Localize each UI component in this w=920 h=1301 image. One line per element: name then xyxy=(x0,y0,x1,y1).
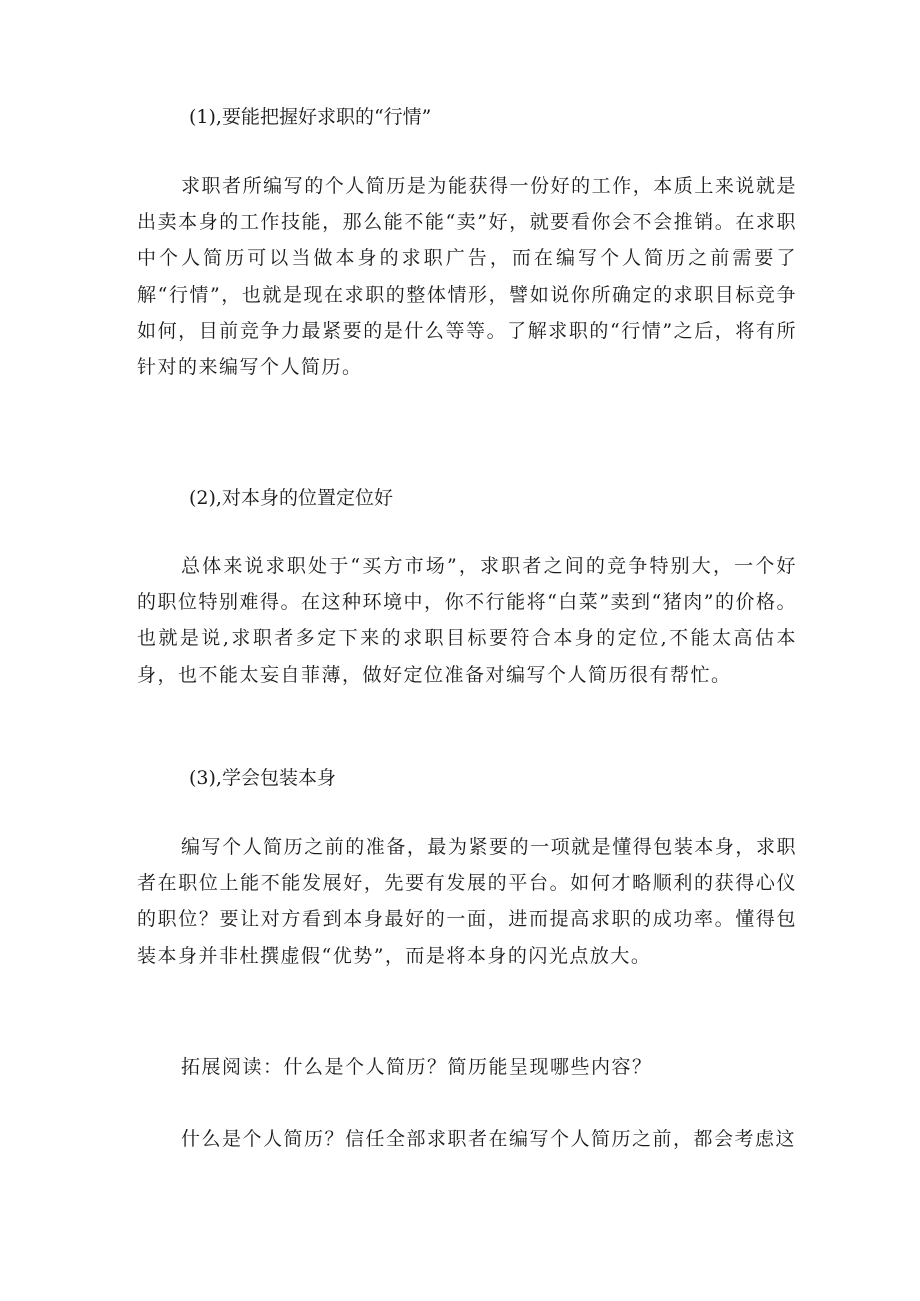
extended-reading-title: 拓展阅读：什么是个人简历？简历能呈现哪些内容？ xyxy=(181,1056,653,1078)
final-text-line: 什么是个人简历？信任全部求职者在编写个人简历之前，都会考虑这 xyxy=(181,1128,797,1150)
section-1-paragraph: 求职者所编写的个人简历是为能获得一份好的工作，本质上来说就是出卖本身的工作技能，那么能不能“卖”好，就要看你会不会推销。在求职中个人简历可以当做本身的求职广告，而在编写个人简历之前需要了解“行情”，也就是现在求职的整体情形，譬如说你所确定的求职目标竞争如何，目前竞争力最紧要的是什么等等。了解求职的“行情”之后，将有所针对的来编写个人简历。 xyxy=(137,175,797,379)
section-3-heading: (3),学会包装本身 xyxy=(189,767,336,789)
section-3-paragraph: 编写个人简历之前的准备，最为紧要的一项就是懂得包装本身，求职者在职位上能不能发展好，先要有发展的平台。如何才略顺利的获得心仪的职位？要让对方看到本身最好的一面，进而提高求职的成功率。懂得包装本身并非杜撰虚假“优势”，而是将本身的闪光点放大。 xyxy=(137,836,797,967)
section-2-paragraph: 总体来说求职处于“买方市场”，求职者之间的竞争特别大，一个好的职位特别难得。在这种环境中，你不行能将“白菜”卖到“猪肉”的价格。也就是说,求职者多定下来的求职目标要符合本身的定位,不能太高估本身，也不能太妄自菲薄，做好定位准备对编写个人简历很有帮忙。 xyxy=(137,555,797,686)
section-2-heading: (2),对本身的位置定位好 xyxy=(189,487,393,509)
section-1-heading: (1),要能把握好求职的“行情” xyxy=(189,106,432,128)
